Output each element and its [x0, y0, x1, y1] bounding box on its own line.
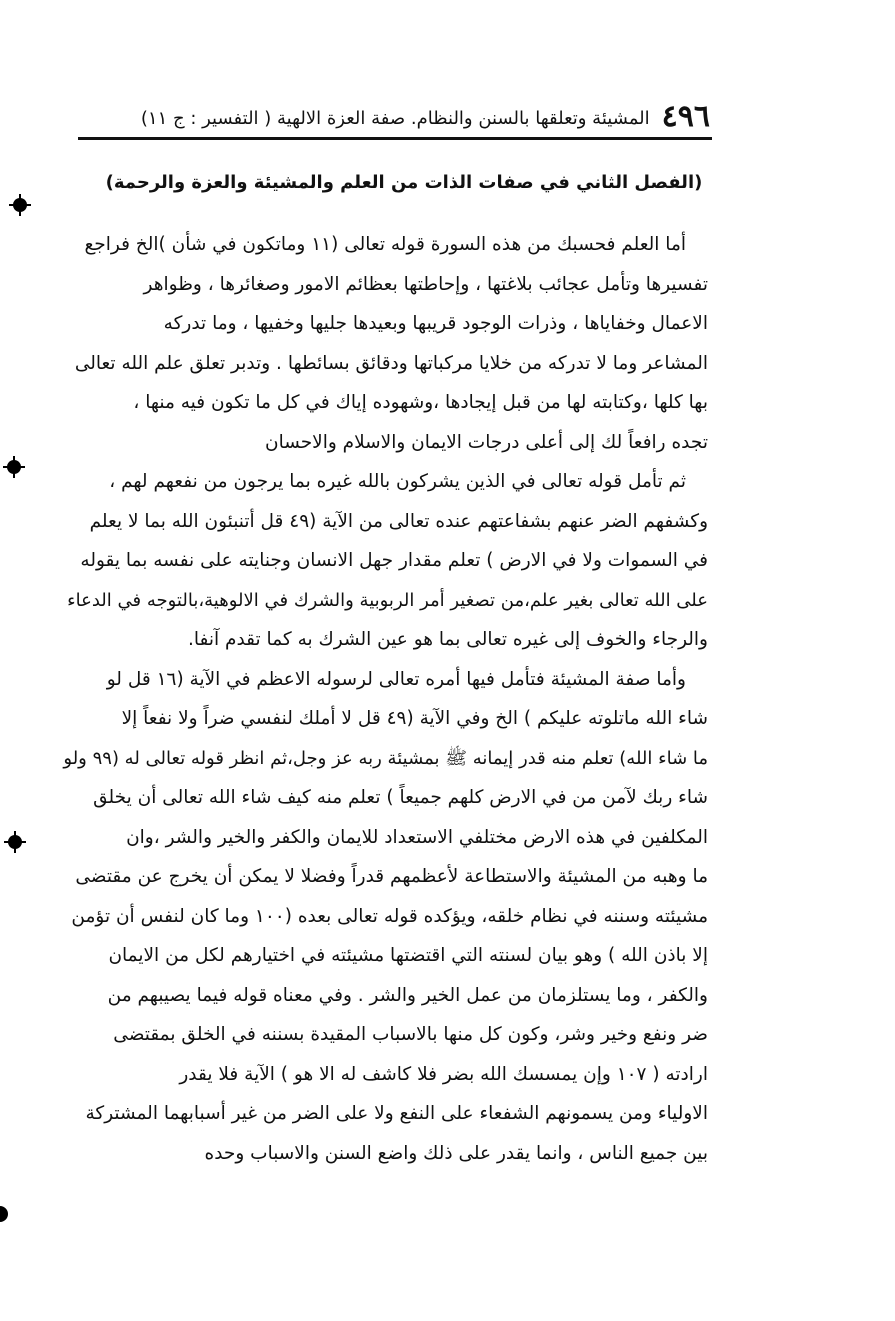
binding-hole-mark — [13, 198, 27, 212]
binding-hole-mark — [7, 460, 21, 474]
section-title: (الفصل الثاني في صفات الذات من العلم والمشيئة والعزة والرحمة) — [105, 172, 703, 193]
page-number: ٤٩٦ — [661, 99, 710, 134]
text-line: ارادته ( ١٠٧ وإن يمسسك الله بضر فلا كاشف له الا هو ) الآية فلا يقدر — [179, 1063, 708, 1085]
body-text — [60, 225, 708, 1173]
text-line: إلا باذن الله ) وهو بيان لسنته التي اقتضتها مشيئته في اختيارهم لكل من الايمان — [108, 945, 708, 966]
text-line: ضر ونفع وخير وشر، وكون كل منها بالاسباب المقيدة بسننه في الخلق بمقتضى — [113, 1024, 708, 1045]
text-line: ما شاء الله) تعلم منه قدر إيمانه ﷺ بمشيئة ربه عز وجل،ثم انظر قوله تعالى له (٩٩ ولو — [63, 747, 708, 769]
text-line: ما وهبه من المشيئة والاستطاعة لأعظمهم قدراً وفضلا لا يمكن أن يخرج عن مقتضى — [75, 866, 708, 887]
text-line: بين جميع الناس ، وانما يقدر على ذلك واضع السنن والاسباب وحده — [204, 1142, 708, 1164]
text-line: تفسيرها وتأمل عجائب بلاغتها ، وإحاطتها بعظائم الامور وصغائرها ، وظواهر — [143, 273, 708, 295]
binding-hole-mark — [8, 835, 22, 849]
text-line: مشيئته وسننه في نظام خلقه، ويؤكده قوله تعالى بعده (١٠٠ وما كان لنفس أن تؤمن — [71, 905, 708, 927]
page-header — [105, 88, 710, 132]
paragraph-2 — [60, 462, 708, 660]
text-line: تجده رافعاً لك إلى أعلى درجات الايمان والاسلام والاحسان — [265, 431, 708, 453]
running-title: المشيئة وتعلقها بالسنن والنظام. صفة العزة الالهية ( التفسير : ج ١١) — [140, 108, 650, 130]
text-line: والكفر ، وما يستلزمان من عمل الخير والشر . وفي معناه قوله فيما يصيبهم من — [107, 984, 708, 1006]
text-line: أما العلم فحسبك من هذه السورة قوله تعالى (١١ وماتكون في شأن )الخ فراجع — [84, 234, 686, 255]
text-line: المشاعر وما لا تدركه من خلايا مركباتها ودقائق بسائطها . وتدبر تعلق علم الله تعالى — [74, 352, 708, 374]
text-line: على الله تعالى بغير علم،من تصغير أمر الربوبية والشرك في الالوهية،بالتوجه في الدعاء — [67, 589, 708, 611]
text-line: في السموات ولا في الارض ) تعلم مقدار جهل الانسان وجنايته على نفسه بما يقوله — [80, 550, 708, 571]
binding-hole-mark — [0, 1206, 8, 1222]
text-line: وكشفهم الضر عنهم بشفاعتهم عنده تعالى من الآية (٤٩ قل أتنبئون الله بما لا يعلم — [89, 510, 708, 532]
header-rule — [78, 137, 712, 140]
text-line: شاء الله ماتلوته عليكم ) الخ وفي الآية (٤٩ قل لا أملك لنفسي ضراً ولا نفعاً إلا — [121, 708, 708, 729]
text-line: الاعمال وخفاياها ، وذرات الوجود قريبها وبعيدها جليها وخفيها ، وما تدركه — [163, 313, 708, 334]
text-line: بها كلها ،وكتابته لها من قبل إيجادها ،وشهوده إياك في كل ما تكون فيه منها ، — [133, 392, 708, 413]
text-line: وأما صفة المشيئة فتأمل فيها أمره تعالى لرسوله الاعظم في الآية (١٦ قل لو — [106, 668, 686, 690]
text-line: شاء ربك لآمن من في الارض كلهم جميعاً ) تعلم منه كيف شاء الله تعالى أن يخلق — [93, 787, 708, 808]
text-line: الاولياء ومن يسمونهم الشفعاء على النفع ولا على الضر من غير أسبابهما المشتركة — [85, 1103, 708, 1124]
paragraph-1 — [60, 225, 708, 462]
text-line: المكلفين في هذه الارض مختلفي الاستعداد للايمان والكفر والخير والشر ،وان — [126, 826, 708, 848]
text-line: والرجاء والخوف إلى غيره تعالى بما هو عين الشرك به كما تقدم آنفا. — [187, 629, 708, 650]
text-line: ثم تأمل قوله تعالى في الذين يشركون بالله غيره بما يرجون من نفعهم لهم ، — [109, 471, 686, 492]
paragraph-3 — [60, 660, 708, 1174]
